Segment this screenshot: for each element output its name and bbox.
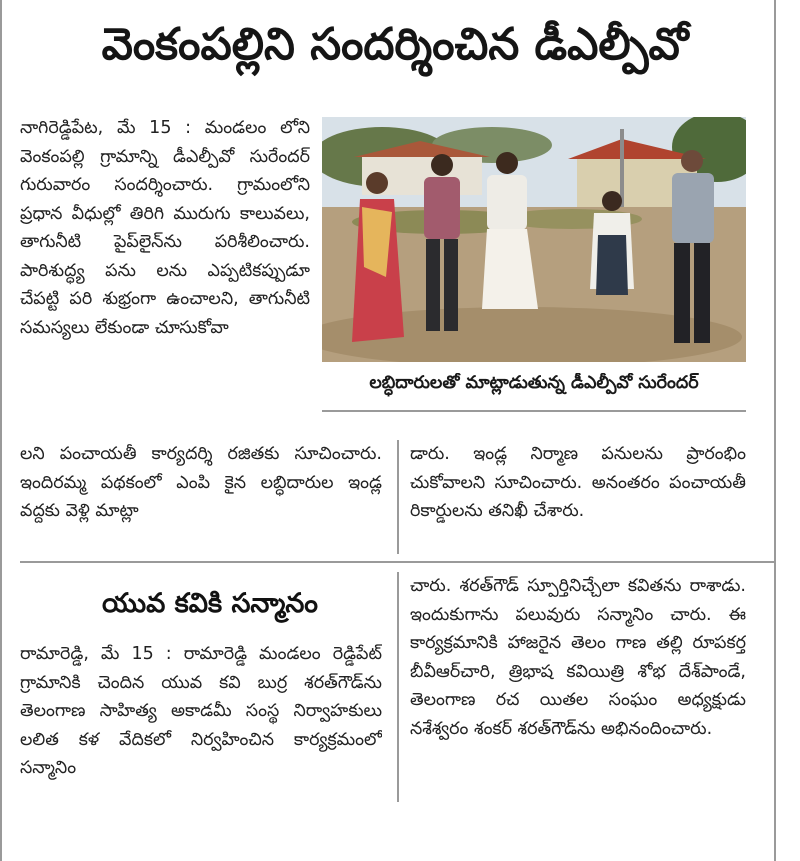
- caption-underline: [322, 410, 746, 412]
- article2-paragraph-1: రామారెడ్డి, మే 15 : రామారెడ్డి మండలం రెడ్డిపేట్ గ్రామానికి చెందిన యువ కవి బుర్ర శరత్‌గౌడ్‌ను తెలంగాణ సాహిత్య అకాడమీ సంస్థ నిర్వాహకులు లలిత కళ వేదికలో నిర్వహించిన కార్యక్రమంలో సన్మానిం: [20, 644, 382, 778]
- article1-paragraph-1: నాగిరెడ్డిపేట, మే 15 : మండలం లోని వెంకంపల్లి గ్రామాన్ని డీఎల్పీవో సురేందర్ గురువారం సందర్శించారు. గ్రామంలోని ప్రధాన వీధుల్లో తిరిగి మురుగు కాలువలు, తాగునీటి పైప్‌లైన్‌ను పరిశీలించారు. పారిశుద్ధ్య పను లను ఎప్పటికప్పుడూ చేపట్టి పరి శుభ్రంగా ఉంచాలని, తాగునీటి సమస్యలు లేకుండా చూసుకోవా: [20, 118, 310, 338]
- right-column-rule: [774, 0, 776, 861]
- article1-paragraph-3: డారు. ఇండ్ల నిర్మాణ పనులను ప్రారంభిం చుకోవాలని సూచించారు. అనంతరం పంచాయతీ రికార్డులను తనిఖీ చేశారు.: [410, 444, 746, 521]
- news-photo: [322, 117, 746, 362]
- photo-caption: లబ్ధిదారులతో మాట్లాడుతున్న డీఎల్పీవో సురేందర్: [369, 373, 699, 393]
- article2-paragraph-2: చారు. శరత్‌గౌడ్ స్పూర్తినిచ్చేలా కవితను రాశాడు. ఇందుకుగాను పలువురు సన్మానిం చారు. ఈ కార్యక్రమానికి హాజరైన తెలం గాణ తల్లి రూపకర్త బీవీఆర్‌చారి, త్రిభాష కవియిత్రి శోభ దేశ్‌పాండే, తెలంగాణ రచ యితల సంఘం అధ్యక్షుడు నశేశ్వరం శంకర్ శరత్‌గౌడ్‌ను అభినందించారు.: [410, 576, 746, 739]
- news-photo-illustration: [322, 117, 746, 362]
- left-column-rule: [0, 0, 2, 861]
- article1-paragraph-2: లని పంచాయతీ కార్యదర్శి రజితకు సూచించారు. ఇందిరమ్మ పథకంలో ఎంపి కైన లబ్ధిదారుల ఇండ్ల వద్దకు వెళ్లి మాట్లా: [20, 444, 382, 521]
- article-divider: [20, 561, 774, 563]
- bottom-column-divider: [397, 440, 399, 554]
- article2-headline: యువ కవికి సన్మానం: [102, 588, 318, 619]
- article1-headline: వెంకంపల్లిని సందర్శించిన డీఎల్పీవో: [101, 19, 689, 70]
